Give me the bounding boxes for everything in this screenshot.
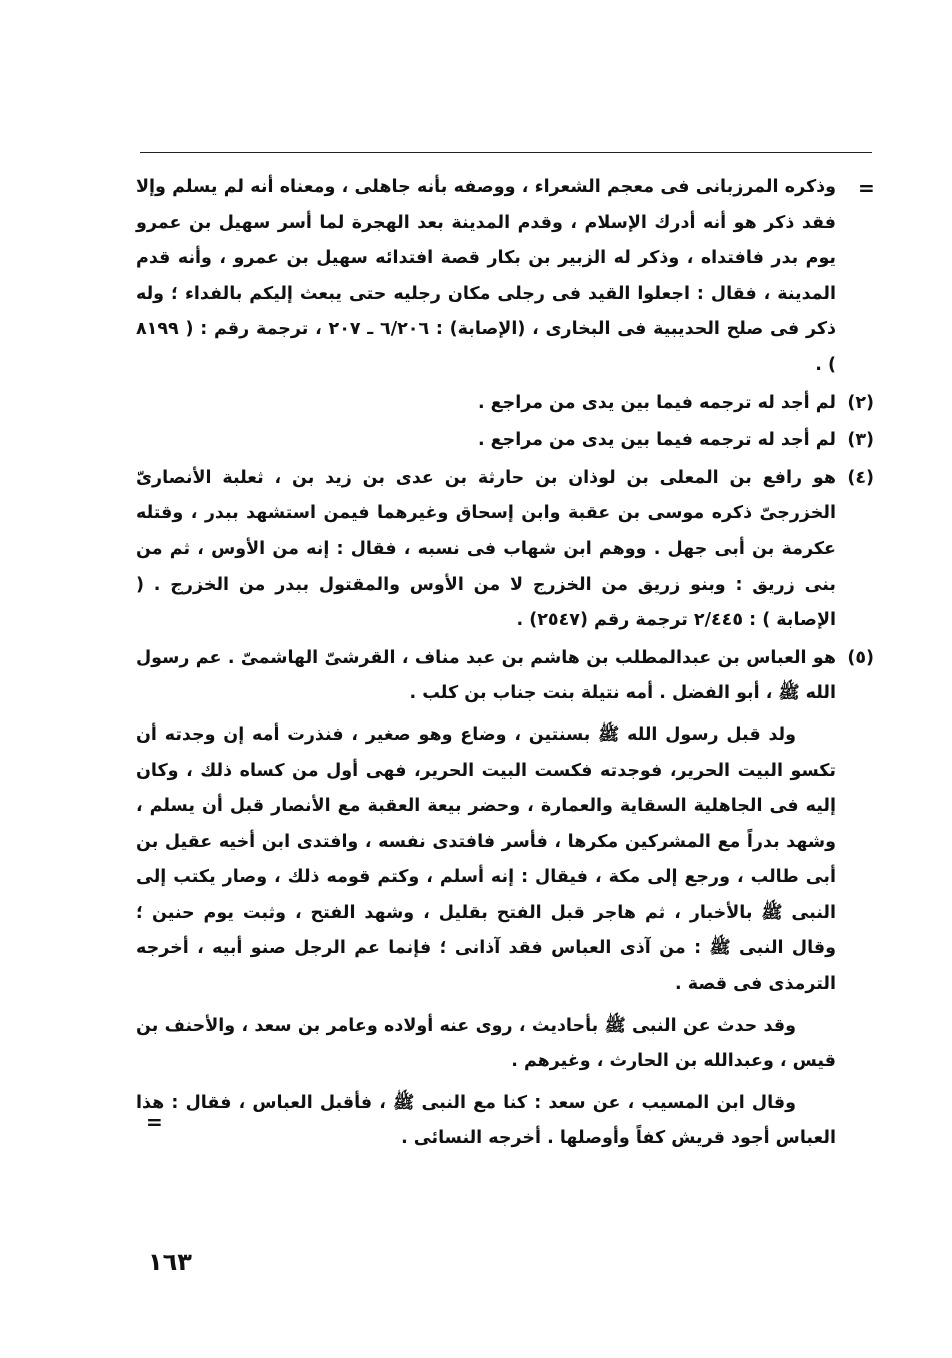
page-number: ١٦٣ [148, 1248, 192, 1276]
footnotes-section [136, 170, 874, 1157]
footnote-2 [136, 386, 874, 422]
footnote-4 [136, 461, 874, 639]
footnote-5-paragraph-1: ولد قبل رسول الله ﷺ بسنتين ، وضاع وهو صغير ، فنذرت أمه إن وجدته أن تكسو البيت الحرير، فوجدته فكست البيت الحرير، فهى أول من كساه ذلك ، وكان إليه فى الجاهلية السقاية والعمارة ، وحضر بيعة العقبة مع الأنصار قبل أن يسلم ، وشهد بدراً مع المشركين مكرها ، فأسر فافتدى نفسه ، وافتدى ابن أخيه عقيل بن أبى طالب ، ورجع إلى مكة ، فيقال : إنه أسلم ، وكتم قومه ذلك ، وصار يكتب إلى النبى ﷺ بالأخبار ، ثم هاجر قبل الفتح بقليل ، وشهد الفتح ، وثبت يوم حنين ؛ وقال النبى ﷺ : من آذى العباس فقد آذانى ؛ فإنما عم الرجل صنو أبيه ، أخرجه الترمذى فى قصة . [136, 724, 836, 995]
footnote-5-text: هو العباس بن عبدالمطلب بن هاشم بن عبد مناف ، القرشىّ الهاشمىّ . عم رسول الله ﷺ ، أبو الفضل . أمه نتيلة بنت جناب بن كلب . [136, 647, 836, 704]
footnote-4-text: هو رافع بن المعلى بن لوذان بن حارثة بن عدى بن زيد بن ، ثعلبة الأنصارىّ الخزرجىّ ذكره موسى بن عقبة وابن إسحاق وغيرهما فيمن استشهد ببدر ، وقتله عكرمة بن أبى جهل . ووهم ابن شهاب فى نسبه ، فقال : إنه من الأوس ، ثم من بنى زريق : وبنو زريق من الخزرج لا من الأوس والمقتول ببدر من الخزرج . ( الإصابة ) : ٢/٤٤٥ ترجمة رقم (٢٥٤٧) . [136, 467, 836, 631]
footnote-3-text: لم أجد له ترجمه فيما بين يدى من مراجع . [477, 430, 836, 451]
footnote-3 [136, 423, 874, 459]
footnote-separator-rule [140, 152, 872, 153]
footnote-continued-text: وذكره المرزبانى فى معجم الشعراء ، ووصفه بأنه جاهلى ، ومعناه أنه لم يسلم وإلا فقد ذكر هو أنه أدرك الإسلام ، وقدم المدينة بعد الهجرة لما أسر سهيل بن عمرو يوم بدر فافتداه ، وذكر له الزبير بن بكار قصة افتدائه سهيل بن عمرو ، وأنه قدم المدينة ، فقال : اجعلوا القيد فى رجلى مكان رجليه حتى يبعث إليكم بالفداء ؛ وله ذكر فى صلح الحديبية فى البخارى ، (الإصابة) : ٦/٢٠٦ ـ ٢٠٧ ، ترجمة رقم : ( ٨١٩٩ ) . [136, 177, 836, 375]
footnote-5 [136, 641, 874, 712]
footnote-2-text: لم أجد له ترجمه فيما بين يدى من مراجع . [477, 392, 836, 413]
footnote-5-number: (٥) [847, 647, 874, 668]
footnote-2-number: (٢) [847, 392, 874, 413]
footnote-continued [136, 170, 870, 384]
footnote-3-number: (٣) [847, 430, 874, 451]
footnote-4-number: (٤) [847, 467, 874, 488]
footnote-5-paragraph-2: وقد حدث عن النبى ﷺ بأحاديث ، روى عنه أولاده وعامر بن سعد ، والأحنف بن قيس ، وعبدالله بن الحارث ، وغيرهم . [136, 1015, 836, 1072]
continuation-mark-top: = [858, 176, 875, 200]
footnote-5-paragraph-3: وقال ابن المسيب ، عن سعد : كنا مع النبى ﷺ ، فأقبل العباس ، فقال : هذا العباس أجود قريش كفاً وأوصلها . أخرجه النسائى . [136, 1092, 836, 1149]
continuation-mark-bottom: = [146, 1110, 163, 1134]
